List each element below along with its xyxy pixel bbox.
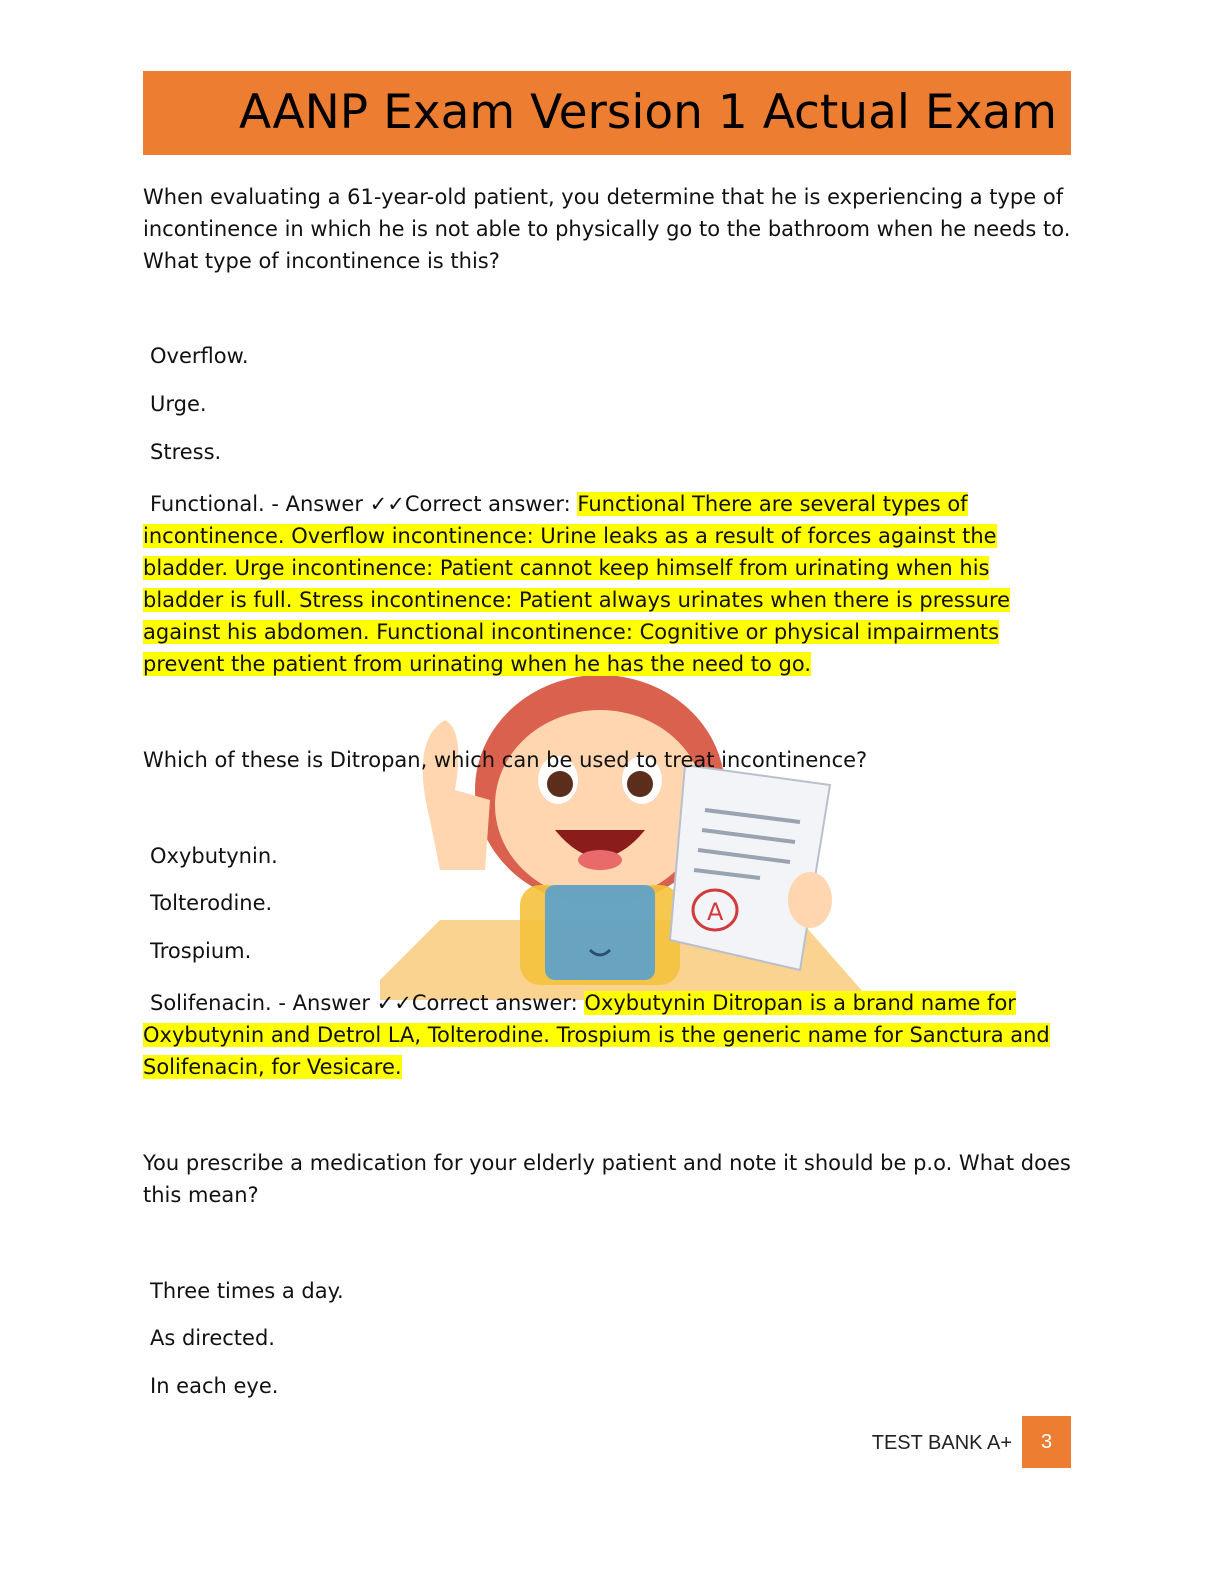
question-3-option-3: In each eye.	[150, 1374, 279, 1398]
question-2-option-3: Trospium.	[150, 939, 252, 963]
page-number: 3	[1022, 1416, 1071, 1468]
answer-explanation: Functional There are several types of incontinence. Overflow incontinence: Urine leaks as a result of forces against the bladder. Urge incontinence: Patient cannot keep himself from urinating when his bladder is full. Stress incontinence: Patient always urinates when there is pressure against his abdomen. Functional incontinence: Cognitive or physical impairments prevent the patient from urinating when he has the need to go.	[143, 492, 1011, 676]
question-3-option-1: Three times a day.	[150, 1279, 344, 1303]
header-banner	[143, 71, 1071, 155]
svg-text:A: A	[707, 898, 724, 926]
question-1-answer	[143, 488, 1071, 680]
question-2-option-4: Solifenacin.	[150, 991, 272, 1015]
question-1-option-3: Stress.	[150, 440, 222, 464]
footer-label: TEST BANK A+	[871, 1432, 1012, 1454]
answer-label: - Answer ✓✓Correct answer:	[271, 991, 585, 1015]
question-3-prompt: You prescribe a medication for your elderly patient and note it should be p.o. What does this mean?	[143, 1151, 1071, 1207]
page-title: AANP Exam Version 1 Actual Exam	[239, 85, 1057, 140]
question-1-option-4: Functional.	[150, 492, 265, 516]
question-3-option-2: As directed.	[150, 1326, 275, 1350]
answer-explanation: Oxybutynin Ditropan is a brand name for Oxybutynin and Detrol LA, Tolterodine. Trospium is the generic name for Sanctura and Solifenacin, for Vesicare.	[143, 991, 1050, 1079]
child-thumbs-up-illustration-icon	[340, 670, 900, 1000]
question-1-option-2: Urge.	[150, 392, 207, 416]
question-1-option-1: Overflow.	[150, 344, 249, 368]
question-2-option-2: Tolterodine.	[150, 891, 273, 915]
answer-label: - Answer ✓✓Correct answer:	[264, 492, 578, 516]
question-2-prompt: Which of these is Ditropan, which can be used to treat incontinence?	[143, 748, 868, 772]
question-2-option-1: Oxybutynin.	[150, 844, 278, 868]
question-2-answer	[143, 987, 1071, 1083]
question-1-prompt: When evaluating a 61-year-old patient, you determine that he is experiencing a type of incontinence in which he is not able to physically go to the bathroom when he needs to. What type of incontinence is this?	[143, 185, 1071, 273]
